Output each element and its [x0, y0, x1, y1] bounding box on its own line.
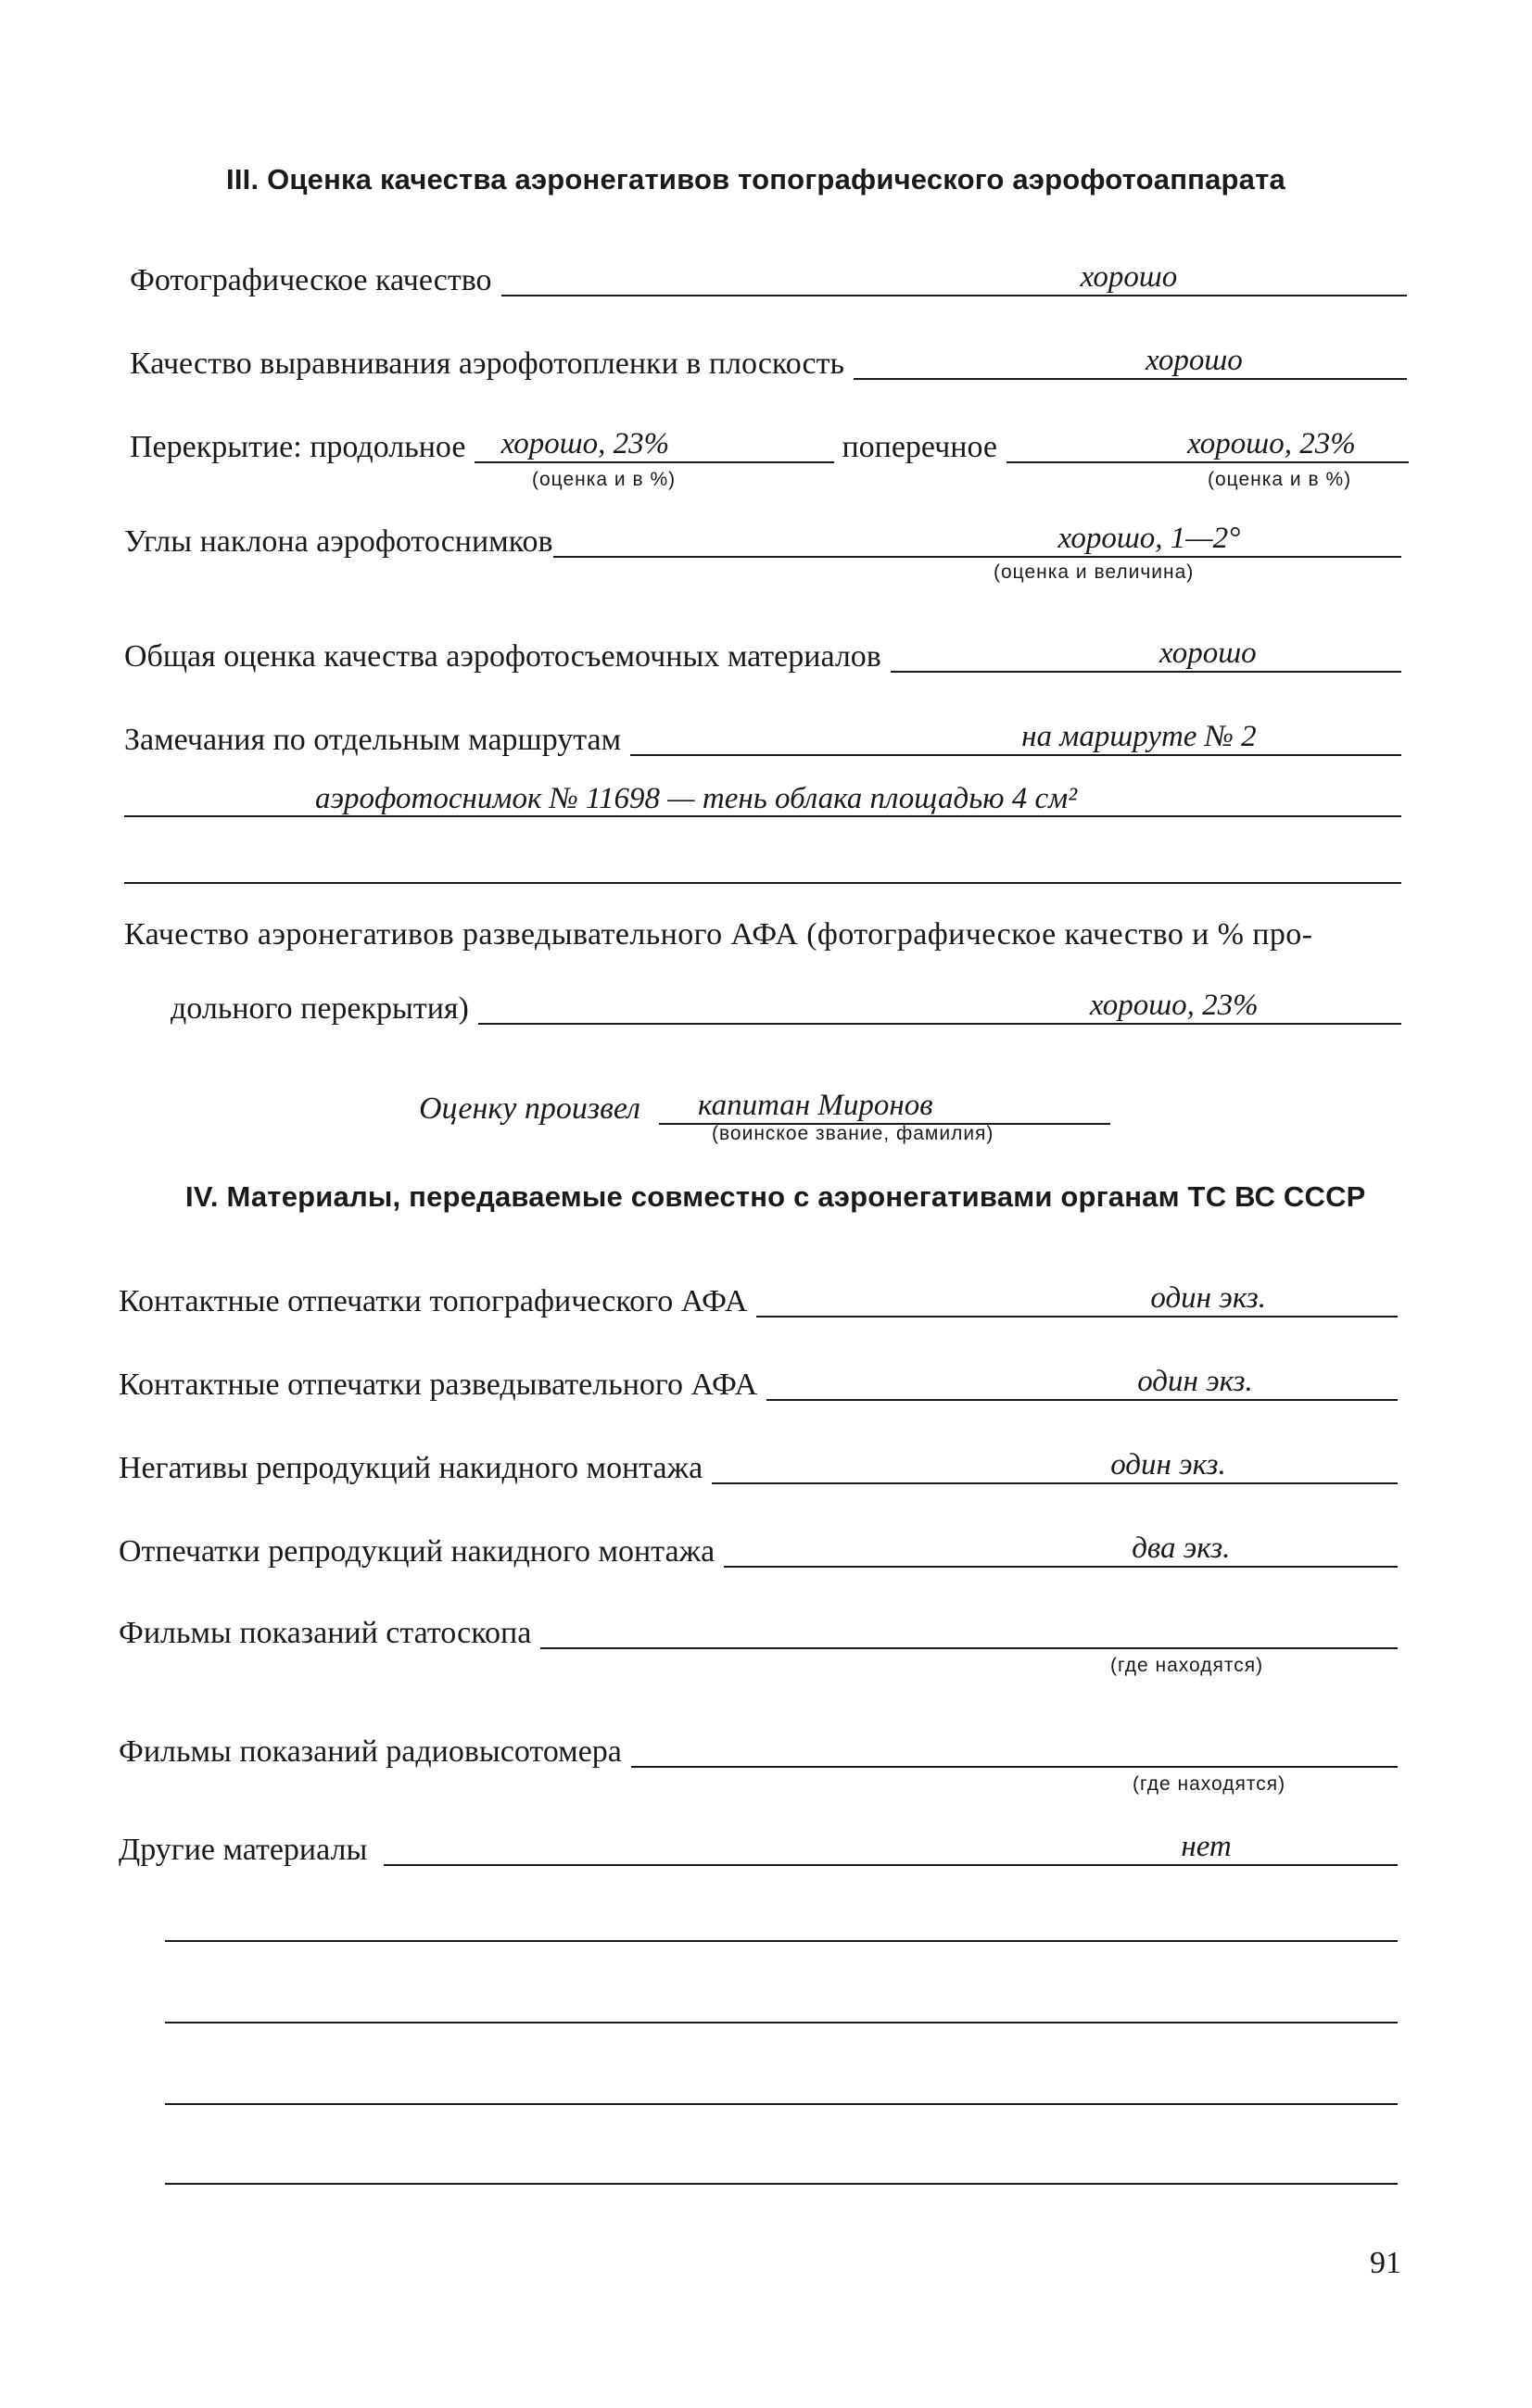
overall-row [124, 630, 1401, 673]
tilt-row [124, 515, 1401, 558]
assessor-label: Оценку произвел [419, 1091, 640, 1126]
overlap-label: Перекрытие: продольное [130, 430, 466, 464]
mosaic-negatives-field[interactable] [712, 1445, 1398, 1484]
remarks-line-2[interactable] [124, 815, 1401, 817]
overlap-longitudinal-field[interactable] [475, 424, 834, 463]
contact-topo-row [119, 1275, 1398, 1317]
statoscope-field[interactable] [540, 1610, 1398, 1649]
film-flatness-label: Качество выравнивания аэрофотопленки в плоскость [130, 347, 845, 381]
recon-quality-row [171, 982, 1401, 1025]
remarks-line-3[interactable] [124, 882, 1401, 884]
contact-recon-value: один экз. [1137, 1365, 1253, 1398]
tilt-value: хорошо, 1—2° [1057, 522, 1241, 555]
recon-quality-label-line-1: Качество аэронегативов разведывательного АФА (фотографическое качество и % про- [124, 917, 1313, 952]
assessor-value: капитан Миронов [697, 1089, 933, 1122]
radio-altimeter-label: Фильмы показаний радиовысотомера [119, 1734, 622, 1769]
statoscope-label: Фильмы показаний статоскопа [119, 1616, 532, 1650]
remarks-row [124, 713, 1401, 756]
contact-topo-value: один экз. [1150, 1281, 1266, 1315]
overlap-cross-value: хорошо, 23% [1186, 427, 1356, 460]
radio-altimeter-hint: (где находятся) [1133, 1773, 1286, 1795]
film-flatness-value: хорошо [1146, 344, 1243, 377]
remarks-value: на маршруте № 2 [1021, 720, 1257, 753]
remarks-field[interactable] [630, 717, 1401, 756]
contact-recon-label: Контактные отпечатки разведывательного АФА [119, 1368, 758, 1402]
other-value: нет [1181, 1830, 1232, 1863]
overall-label: Общая оценка качества аэрофотосъемочных материалов [124, 639, 881, 674]
other-row [119, 1823, 1398, 1866]
mosaic-negatives-value: один экз. [1110, 1448, 1226, 1481]
overlap-cross-field[interactable] [1007, 424, 1409, 463]
statoscope-row [119, 1607, 1398, 1649]
section-3-title: III. Оценка качества аэронегативов топографического аэрофотоаппарата [226, 163, 1285, 195]
overlap-longitudinal-value: хорошо, 23% [500, 427, 670, 460]
other-line-2[interactable] [165, 1940, 1398, 1942]
contact-topo-field[interactable] [756, 1279, 1398, 1317]
recon-quality-value: хорошо, 23% [1089, 989, 1259, 1022]
other-line-3[interactable] [165, 2022, 1398, 2023]
other-field[interactable] [384, 1827, 1398, 1866]
radio-altimeter-field[interactable] [631, 1729, 1398, 1768]
recon-quality-field[interactable] [478, 986, 1401, 1025]
photo-quality-value: хорошо [1080, 260, 1178, 294]
contact-recon-field[interactable] [766, 1362, 1398, 1401]
assessor-hint: (воинское звание, фамилия) [712, 1123, 994, 1144]
assessor-field[interactable] [659, 1086, 1110, 1125]
mosaic-negatives-label: Негативы репродукций накидного монтажа [119, 1451, 703, 1485]
other-label: Другие материалы [119, 1833, 368, 1867]
remarks-line-2-text: аэрофотоснимок № 11698 — тень облака площадью 4 см² [315, 782, 1078, 815]
overall-field[interactable] [891, 634, 1401, 673]
page-number: 91 [1370, 2246, 1401, 2280]
mosaic-prints-value: два экз. [1132, 1532, 1231, 1565]
contact-recon-row [119, 1358, 1398, 1401]
overall-value: хорошо [1158, 637, 1257, 670]
overlap-row [130, 421, 1409, 463]
mosaic-prints-label: Отпечатки репродукций накидного монтажа [119, 1534, 715, 1569]
recon-quality-label-line-2: дольного перекрытия) [171, 991, 469, 1026]
film-flatness-row [130, 337, 1407, 380]
overlap-cross-hint: (оценка и в %) [1208, 469, 1352, 490]
other-line-5[interactable] [165, 2183, 1398, 2185]
contact-topo-label: Контактные отпечатки топографического АФА [119, 1284, 748, 1318]
mosaic-negatives-row [119, 1442, 1398, 1484]
other-line-4[interactable] [165, 2103, 1398, 2105]
mosaic-prints-field[interactable] [724, 1529, 1398, 1568]
remarks-label: Замечания по отдельным маршрутам [124, 723, 622, 757]
assessor-row [419, 1082, 1110, 1125]
photo-quality-label: Фотографическое качество [130, 263, 492, 297]
photo-quality-field[interactable] [501, 258, 1407, 296]
overlap-longitudinal-hint: (оценка и в %) [532, 469, 677, 490]
tilt-field[interactable] [553, 519, 1401, 558]
tilt-hint: (оценка и величина) [994, 561, 1195, 583]
film-flatness-field[interactable] [854, 341, 1407, 380]
tilt-label: Углы наклона аэрофотоснимков [124, 524, 553, 559]
radio-altimeter-row [119, 1725, 1398, 1768]
photo-quality-row [130, 254, 1407, 296]
section-4-title: IV. Материалы, передаваемые совместно с аэронегативами органам ТС ВС СССР [185, 1180, 1366, 1213]
statoscope-hint: (где находятся) [1110, 1655, 1264, 1676]
mosaic-prints-row [119, 1525, 1398, 1568]
overlap-cross-label: поперечное [842, 430, 997, 464]
